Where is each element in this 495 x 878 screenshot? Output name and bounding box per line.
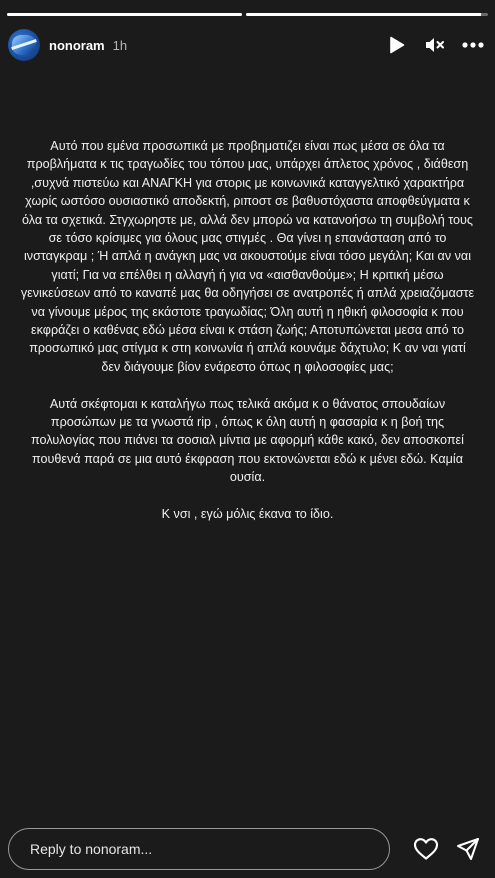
story-paragraph: Αυτό που εμένα προσωπικά με προβηματιζει είναι πως μέσα σε όλα τα προβλήματα κ τις τραγωδίες του τόπου μας, υπάρχει άπλετος χρόνος , διάθεση ,συχνά πιστεύω και ΑΝΑΓΚΗ για στορις με κοινωνικά καταγγελτικό χαρακτήρα χωρίς ωστόσο ουσιαστικό αποδεκτή, ριποστ σε βαθυστόχαστα αποφθεύγματα κ όλα τα σχετικά. Στγχωρηστε με, αλλά δεν μπορώ να κατανοήσω τη συμβολή τους σε τόσο κρίσιμες για όλους μας στιγμές . Θα γίνει η επανάσταση από το ινσταγκραμ ; Ή απλά η ανάγκη μας να ακουστούμε είναι τόσο μεγάλη; Και αν ναι γιατί; Για να επέλθει η αλλαγή ή για να «αισθανθούμε»; Η κριτική μέσω γενικεύσεων από το καναπέ μας θα οδηγήσει σε ανατροπές ή απλά χρειαζόμαστε να γίνουμε μέρος της εκάστοτε τραγωδίας; Όλη αυτή η ηθική φιλοσοφία κ που εκφράζει ο καθένας εδώ μέσα είναι κ στάση ζωής; Αποτυπώνεται μεσα από το προσωπικό μας στίγμα κ στη κοινωνία ή απλά κουνάμε δάχτυλο; Κ αν ναι γιατί δεν διάγουμε βίον ενάρεστο όπως η φιλοσοφίες μας; [20,139,475,374]
heart-icon[interactable] [413,836,439,862]
progress-segment [7,13,242,16]
story-paragraph: Κ νσι , εγώ μόλις έκανα το ίδιο. [161,507,334,522]
play-icon[interactable] [385,33,409,57]
story-text [18,137,477,542]
progress-fill [7,13,242,16]
more-icon[interactable] [461,33,485,57]
send-icon[interactable] [455,836,481,862]
header-actions [385,33,485,57]
story-footer [8,827,481,871]
progress-segment [246,13,488,16]
story-header [8,28,485,62]
reply-placeholder: Reply to nonoram... [30,841,153,857]
progress-fill [246,13,481,16]
footer-actions [413,836,481,862]
story-paragraph: Αυτά σκέφτομαι κ καταλήγω πως τελικά ακόμα κ ο θάνατος σπουδαίων προσώπων με τα γνωστά rip , όπως κ όλη αυτή η φασαρία κ η βοή της πολυλογίας που πιάνει τα σοσιαλ μίντια με αφορμή κάθε κακό, δεν αποσκοπεί πουθενά παρά σε μια αυτό έκφραση που εκτονώνεται εδώ κ μένει εδώ. Καμία ουσία. [31,396,464,485]
avatar[interactable] [8,29,40,61]
post-time: 1h [112,37,128,53]
reply-input[interactable] [8,828,390,870]
mute-icon[interactable] [423,33,447,57]
story-progress [7,13,488,16]
username[interactable]: nonoram [49,37,105,53]
